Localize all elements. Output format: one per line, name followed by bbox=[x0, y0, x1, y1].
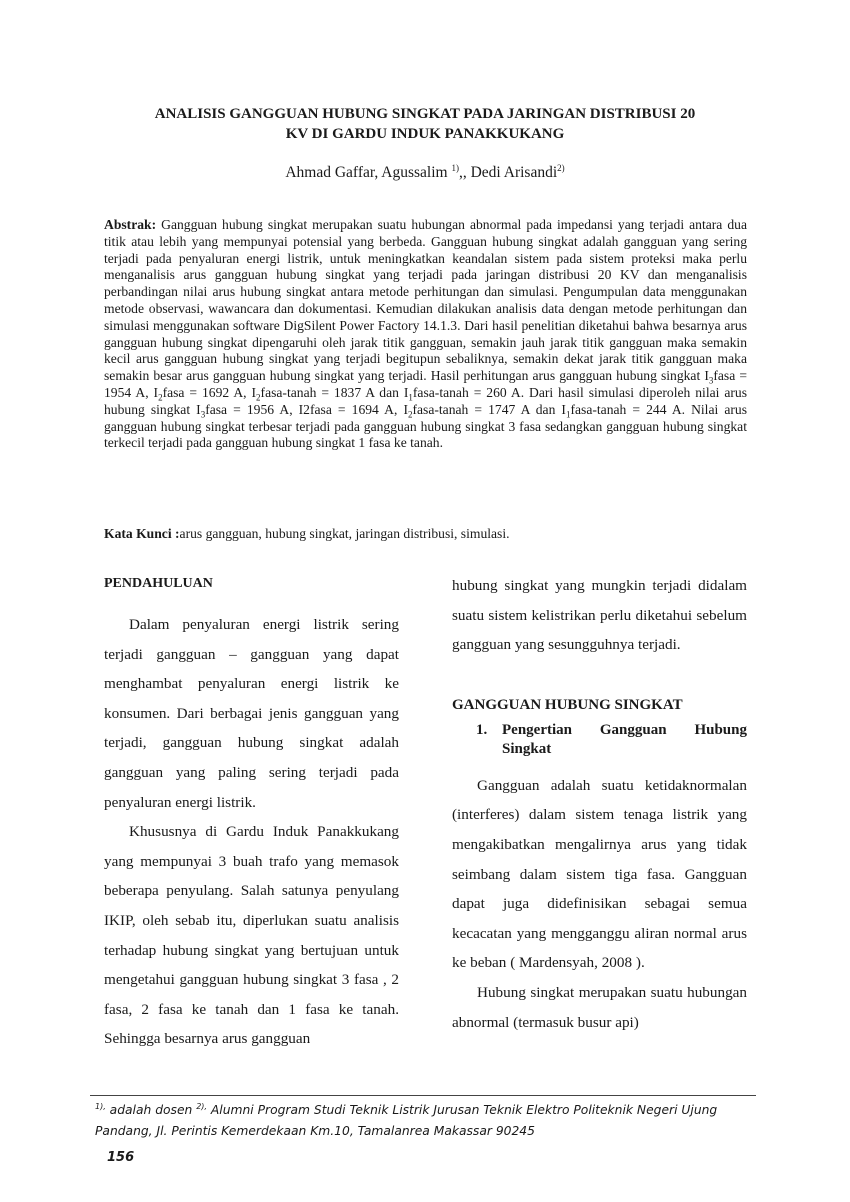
subsection-number: 1. bbox=[476, 721, 488, 738]
footnote-divider bbox=[90, 1095, 756, 1096]
section-heading-pendahuluan: PENDAHULUAN bbox=[104, 576, 213, 591]
affiliation-mark-1: 1) bbox=[451, 162, 459, 173]
abstract-label: Abstrak: bbox=[104, 217, 157, 232]
right-column bbox=[452, 571, 747, 1037]
author-names-2: ,, Dedi Arisandi bbox=[458, 164, 558, 181]
title-line-1: ANALISIS GANGGUAN HUBUNG SINGKAT PADA JARINGAN DISTRIBUSI 20 bbox=[154, 106, 696, 122]
page-number: 156 bbox=[107, 1150, 135, 1165]
abstract-text: Gangguan hubung singkat merupakan suatu hubungan abnormal pada impedansi yang terjadi antara dua titik atau lebih yang mempunyai potensial yang berbeda. Gangguan hubung singkat adalah gangguan yang sering terjadi pada penyaluran energi listrik, untuk meningkatkan keandalan sistem pada sistem proteksi maka perlu menganalisis arus gangguan hubung singkat yang terjadi pada jaringan distribusi 20 KV dan menganalisis perbandingan nilai arus hubung singkat antara metode perhitungan dan simulasi. Pengumpulan data menggunakan metode observasi, wawancara dan dokumentasi. Kemudian dilakukan analisis data dengan metode perhitungan dan simulasi menggunakan software DigSilent Power Factory 14.1.3. Dari hasil penelitian diketahui bahwa besarnya arus gangguan hubung singkat dipengaruhi oleh jarak titik gangguan, semakin jauh jarak titik gangguan maka semakin kecil arus gangguan hubung singkat yang terjadi begitupun sebaliknya, semakin dekat jarak titik gangguan maka semakin besar arus gangguan hubung singkat yang terjadi. Hasil perhitungan arus gangguan hubung singkat I bbox=[104, 217, 747, 384]
abstract-text-seg: fasa-tanah = 244 A. Nilai arus gangguan hubung singkat terbesar terjadi pada gangguan hubung singkat 3 fasa sedangkan gangguan hubung singkat terkecil terjadi pada gangguan hubung singkat 1 fasa ke tanah. bbox=[104, 401, 747, 451]
paragraph: Dalam penyaluran energi listrik sering terjadi gangguan – gangguan yang dapat menghambat penyaluran energi listrik ke konsumen. Dari berbagai jenis gangguan yang terjadi, gangguan hubung singkat adalah gangguan yang paling sering terjadi pada penyaluran energi listrik. bbox=[104, 616, 399, 811]
subscript: 3 bbox=[200, 409, 206, 420]
footnote-mark-2: 2), bbox=[196, 1101, 207, 1111]
footnote bbox=[95, 1100, 755, 1142]
title-line-2: KV DI GARDU INDUK PANAKKUKANG bbox=[285, 126, 565, 142]
abstract bbox=[104, 217, 747, 452]
abstract-text-seg: fasa = 1954 A, I bbox=[104, 368, 747, 400]
abstract-text-seg: fasa = 1692 A, I bbox=[162, 384, 257, 400]
subsection-title: Pengertian Gangguan Hubung Singkat bbox=[502, 721, 747, 757]
subscript: 2 bbox=[256, 392, 261, 403]
left-column bbox=[104, 570, 399, 1054]
abstract-text-seg: fasa-tanah = 1747 A dan I bbox=[412, 401, 566, 417]
subscript: 1 bbox=[565, 409, 571, 420]
subscript: 3 bbox=[708, 375, 714, 386]
subscript: 2 bbox=[407, 409, 413, 420]
keywords bbox=[104, 525, 747, 542]
author-line bbox=[100, 163, 750, 183]
keywords-label: Kata Kunci : bbox=[104, 526, 180, 541]
paragraph: Khususnya di Gardu Induk Panakkukang yang mempunyai 3 buah trafo yang memasok beberapa penyulang. Salah satunya penyulang IKIP, oleh sebab itu, diperlukan suatu analisis terhadap hubung singkat yang bertujuan untuk mengetahui gangguan hubung singkat 3 fasa , 2 fasa, 2 fasa ke tanah dan 1 fasa ke tanah. Sehingga besarnya arus gangguan bbox=[104, 823, 399, 1048]
paragraph: Gangguan adalah suatu ketidaknormalan (interferes) dalam sistem tenaga listrik yang mengakibatkan mengalirnya arus yang tidak seimbang dalam sistem tiga fasa. Gangguan dapat juga didefinisikan sebagai semua kecacatan yang mengganggu aliran normal arus ke beban ( Mardensyah, 2008 ). bbox=[452, 776, 747, 972]
paper-title bbox=[100, 104, 750, 144]
abstract-text-seg: fasa-tanah = 1837 A dan I bbox=[260, 384, 409, 400]
subscript: 2 bbox=[158, 392, 163, 403]
footnote-mark-1: 1), bbox=[95, 1101, 106, 1111]
paragraph: Hubung singkat merupakan suatu hubungan abnormal (termasuk busur api) bbox=[452, 983, 747, 1031]
subsection-heading bbox=[476, 721, 747, 759]
paragraph: hubung singkat yang mungkin terjadi didalam suatu sistem kelistrikan perlu diketahui sebelum gangguan yang sesungguhnya terjadi. bbox=[452, 577, 747, 654]
subscript: 1 bbox=[408, 392, 413, 403]
keywords-text: arus gangguan, hubung singkat, jaringan distribusi, simulasi. bbox=[179, 526, 510, 541]
section-heading-gangguan: GANGGUAN HUBUNG SINGKAT bbox=[452, 696, 683, 713]
footnote-text-2: Alumni Program Studi Teknik Listrik Jurusan Teknik Elektro Politeknik Negeri Ujung Pandang, Jl. Perintis Kemerdekaan Km.10, Tamalanrea Makassar 90245 bbox=[95, 1103, 718, 1138]
abstract-text-seg: fasa-tanah = 260 A. Dari hasil simulasi diperoleh nilai arus hubung singkat I bbox=[104, 384, 747, 417]
author-names: Ahmad Gaffar, Agussalim bbox=[285, 164, 452, 181]
affiliation-mark-2: 2) bbox=[557, 162, 565, 173]
footnote-text-1: adalah dosen bbox=[105, 1103, 197, 1117]
abstract-text-seg: fasa = 1956 A, I2fasa = 1694 A, I bbox=[205, 401, 408, 417]
